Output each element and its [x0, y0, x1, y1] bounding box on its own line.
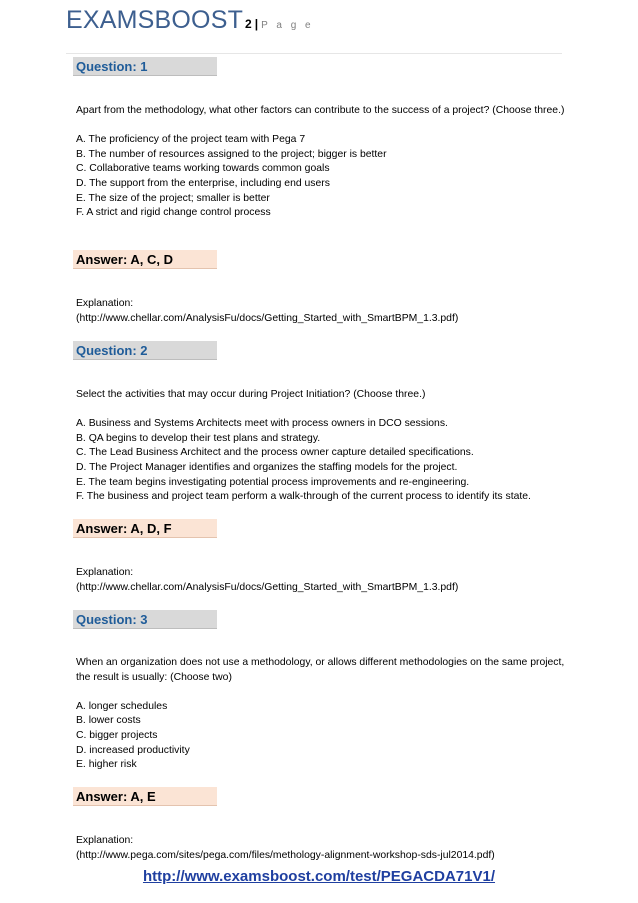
question-3-option-b: B. lower costs — [76, 715, 141, 727]
question-2-option-a: A. Business and Systems Architects meet with process owners in DCO sessions. — [76, 418, 448, 430]
question-2-explanation — [76, 566, 571, 595]
question-3-explanation — [76, 834, 571, 863]
question-1-option-e: E. The size of the project; smaller is better — [76, 192, 270, 204]
question-3-option-c: C. bigger projects — [76, 729, 158, 741]
question-1-text: Apart from the methodology, what other factors can contribute to the success of a project? (Choose three.) — [76, 105, 565, 116]
question-2-option-b: B. QA begins to develop their test plans and strategy. — [76, 432, 321, 444]
question-2-option-f: F. The business and project team perform a walk-through of the current process to identify its state. — [76, 491, 531, 503]
question-3-option-d: D. increased productivity — [76, 744, 190, 756]
question-1-option-f: F. A strict and rigid change control process — [76, 207, 271, 219]
question-2-option-e: E. The team begins investigating potential process improvements and re-engineering. — [76, 476, 470, 488]
question-1-option-b: B. The number of resources assigned to the project; bigger is better — [76, 148, 387, 160]
explanation-link: (http://www.pega.com/sites/pega.com/files/methology-alignment-workshop-sds-jul2014.pdf) — [76, 849, 495, 861]
question-1-option-d: D. The support from the enterprise, including end users — [76, 177, 330, 189]
question-1-heading: Question: 1 — [73, 57, 217, 76]
question-2-answer: Answer: A, D, F — [73, 519, 217, 538]
question-1-option-a: A. The proficiency of the project team with Pega 7 — [76, 134, 306, 146]
brand-name: EXAMSBOOST — [66, 6, 244, 34]
explanation-link: (http://www.chellar.com/AnalysisFu/docs/Getting_Started_with_SmartBPM_1.3.pdf) — [76, 581, 459, 593]
question-1-body — [76, 104, 571, 221]
question-2-option-d: D. The Project Manager identifies and organizes the staffing models for the project. — [76, 461, 458, 473]
page-header — [66, 6, 314, 35]
question-2-body — [76, 388, 571, 505]
page-number: 2 — [245, 17, 252, 31]
page-separator: | — [254, 17, 259, 31]
question-2-option-c: C. The Lead Business Architect and the process owner capture detailed specifications. — [76, 447, 474, 459]
question-1-answer: Answer: A, C, D — [73, 250, 217, 269]
question-3-option-e: E. higher risk — [76, 759, 137, 771]
explanation-label: Explanation: — [76, 298, 134, 309]
header-divider — [66, 53, 562, 54]
question-2-heading: Question: 2 — [73, 341, 217, 360]
question-3-text: When an organization does not use a methodology, or allows different methodologies on the same project, the result is usually: (Choose two) — [76, 657, 565, 683]
explanation-label: Explanation: — [76, 835, 134, 846]
question-1-option-c: C. Collaborative teams working towards common goals — [76, 163, 330, 175]
question-3-body — [76, 656, 571, 773]
question-3-heading: Question: 3 — [73, 610, 217, 629]
page-label: P a g e — [261, 20, 314, 31]
question-3-option-a: A. longer schedules — [76, 700, 168, 712]
question-3-answer: Answer: A, E — [73, 787, 217, 806]
footer-link[interactable]: http://www.examsboost.com/test/PEGACDA71V1/ — [142, 868, 496, 885]
explanation-label: Explanation: — [76, 567, 134, 578]
explanation-link: (http://www.chellar.com/AnalysisFu/docs/Getting_Started_with_SmartBPM_1.3.pdf) — [76, 312, 459, 324]
question-1-explanation — [76, 297, 571, 326]
question-2-text: Select the activities that may occur during Project Initiation? (Choose three.) — [76, 389, 426, 400]
